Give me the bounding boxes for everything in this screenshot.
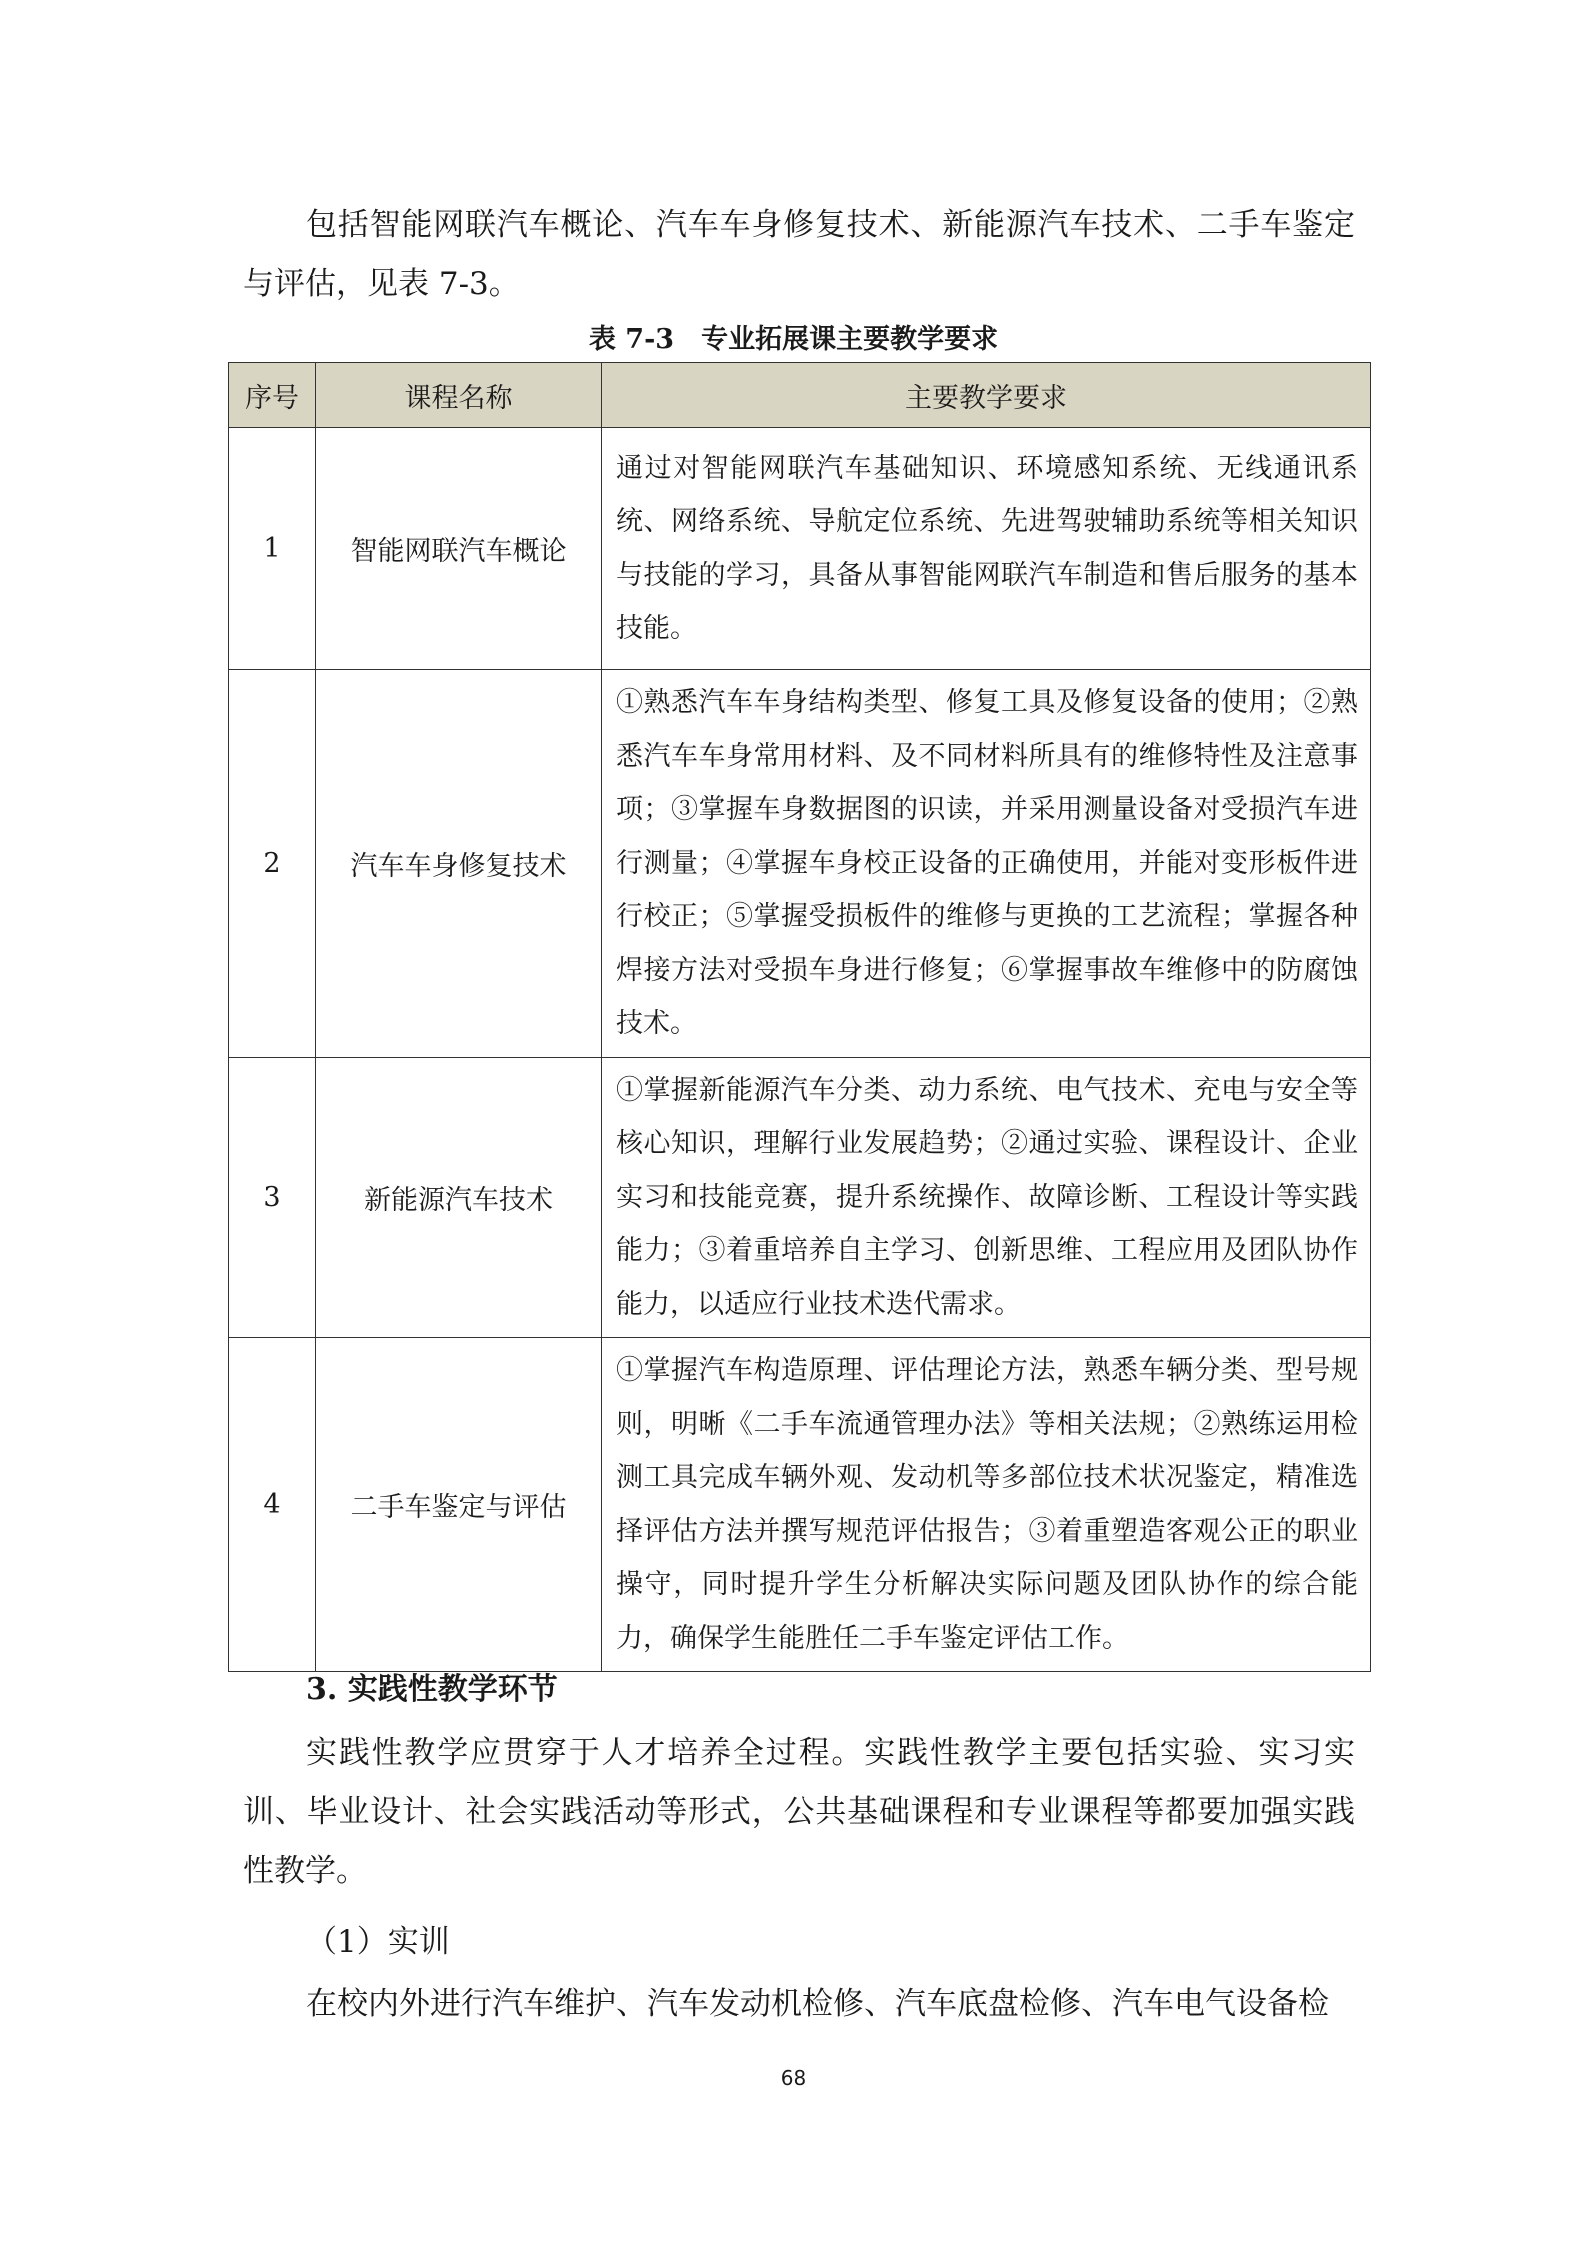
course-name: 新能源汽车技术 [316,1057,602,1338]
course-requirements: ①掌握汽车构造原理、评估理论方法，熟悉车辆分类、型号规则，明晰《二手车流通管理办法》等相关法规；②熟练运用检测工具完成车辆外观、发动机等多部位技术状况鉴定，精准选择评估方法并撰写规范评估报告；③着重塑造客观公正的职业操守，同时提升学生分析解决实际问题及团队协作的综合能力，确保学生能胜任二手车鉴定评估工作。 [602,1338,1371,1672]
course-requirements: ①熟悉汽车车身结构类型、修复工具及修复设备的使用；②熟悉汽车车身常用材料、及不同材料所具有的维修特性及注意事项；③掌握车身数据图的识读，并采用测量设备对受损汽车进行测量；④掌握车身校正设备的正确使用，并能对变形板件进行校正；⑤掌握受损板件的维修与更换的工艺流程；掌握各种焊接方法对受损车身进行修复；⑥掌握事故车维修中的防腐蚀技术。 [602,670,1371,1058]
row-number: 2 [229,670,316,1058]
training-paragraph: 在校内外进行汽车维护、汽车发动机检修、汽车底盘检修、汽车电气设备检 [306,1986,1329,2022]
header-no: 序号 [229,363,316,428]
table-caption: 表 7-3 专业拓展课主要教学要求 [588,324,999,355]
table-row [229,428,1371,670]
row-number: 3 [229,1057,316,1338]
course-name: 汽车车身修复技术 [316,670,602,1058]
row-number: 1 [229,428,316,670]
sub-heading: （1）实训 [306,1924,450,1960]
table-header-row [229,363,1371,428]
header-requirements: 主要教学要求 [602,363,1371,428]
table-row [229,1057,1371,1338]
course-name: 二手车鉴定与评估 [316,1338,602,1672]
table-row [229,670,1371,1058]
section-heading: 3. 实践性教学环节 [306,1672,558,1707]
course-name: 智能网联汽车概论 [316,428,602,670]
course-requirements: ①掌握新能源汽车分类、动力系统、电气技术、充电与安全等核心知识，理解行业发展趋势；②通过实验、课程设计、企业实习和技能竞赛，提升系统操作、故障诊断、工程设计等实践能力；③着重培养自主学习、创新思维、工程应用及团队协作能力，以适应行业技术迭代需求。 [602,1057,1371,1338]
header-course-name: 课程名称 [316,363,602,428]
course-requirements: 通过对智能网联汽车基础知识、环境感知系统、无线通讯系统、网络系统、导航定位系统、先进驾驶辅助系统等相关知识与技能的学习，具备从事智能网联汽车制造和售后服务的基本技能。 [602,428,1371,670]
practice-paragraph: 实践性教学应贯穿于人才培养全过程。实践性教学主要包括实验、实习实训、毕业设计、社会实践活动等形式，公共基础课程和专业课程等都要加强实践性教学。 [243,1735,1355,1889]
page-number: 68 [780,2066,807,2090]
intro-paragraph: 包括智能网联汽车概论、汽车车身修复技术、新能源汽车技术、二手车鉴定与评估，见表 7-3。 [243,207,1355,302]
table-row [229,1338,1371,1672]
course-requirements-table [228,362,1371,1672]
row-number: 4 [229,1338,316,1672]
